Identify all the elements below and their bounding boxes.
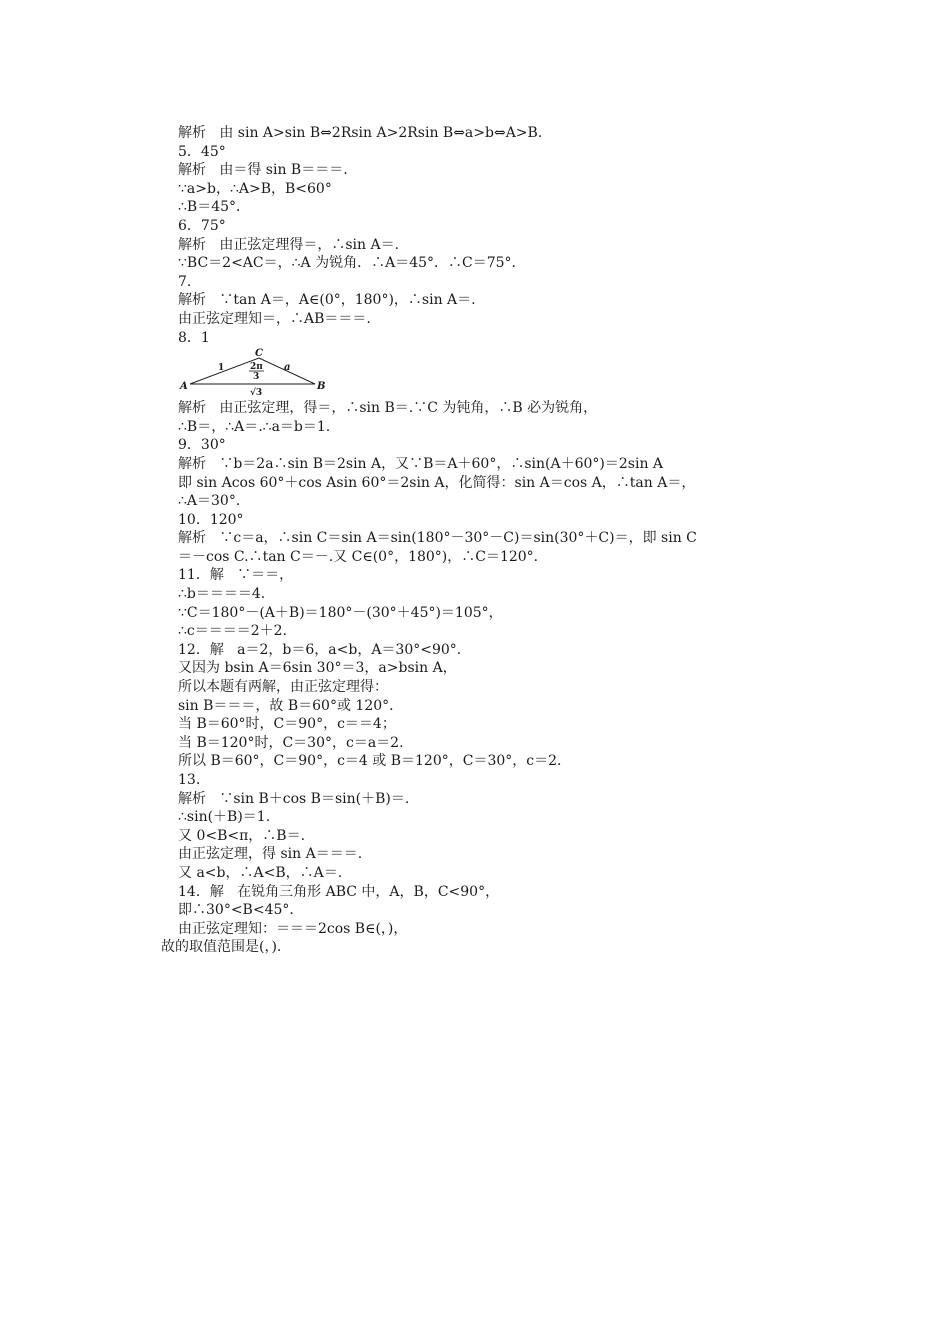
text-line: 当 B＝60°时，C＝90°，c＝＝4； — [178, 716, 396, 733]
text-line: ∵a>b，∴A>B，B<60° — [178, 180, 332, 197]
text-line: 解析 由正弦定理得＝，∴sin A＝. — [178, 236, 400, 253]
text-line: 解析 ∵c＝a，∴sin C＝sin A＝sin(180°－30°－C)＝sin(30°＋C)＝，即 sin C — [178, 530, 697, 547]
text-line: 8．1 — [178, 329, 210, 346]
text-line: ∵C＝180°－(A＋B)＝180°－(30°＋45°)＝105°， — [178, 604, 503, 621]
vertex-a-label: A — [180, 381, 188, 393]
text-line: ∵BC＝2<AC＝，∴A 为锐角．∴A＝45°．∴C＝75°． — [178, 255, 526, 272]
angle-c-denominator: 3 — [253, 372, 260, 383]
vertex-b-label: B — [317, 381, 326, 393]
text-line: ∴c＝＝＝＝2＋2. — [178, 623, 288, 640]
text-line: 解析 由正弦定理，得＝，∴sin B＝.∵C 为钝角，∴B 必为锐角， — [178, 400, 598, 417]
side-ac-label: 1 — [218, 363, 225, 374]
text-line: ∴B＝，∴A＝.∴a＝b＝1. — [178, 418, 331, 435]
text-line: 又 0<B<π，∴B＝. — [178, 827, 306, 844]
text-line: 6．75° — [178, 217, 226, 234]
text-line: 解析 ∵sin B＋cos B＝sin(＋B)＝. — [178, 790, 410, 807]
text-line: 12．解 a＝2，b＝6，a<b，A＝30°<90°． — [178, 641, 471, 658]
text-line: 所以 B＝60°，C＝90°，c＝4 或 B＝120°，C＝30°，c＝2. — [178, 753, 562, 770]
text-line: ∴B＝45°． — [178, 199, 251, 216]
text-line: 解析 ∵tan A＝，A∈(0°，180°)，∴sin A＝. — [178, 292, 476, 309]
text-line-final: 故的取值范围是(，). — [161, 939, 282, 956]
text-line: 解析 ∵b＝2a∴sin B＝2sin A，又∵B＝A＋60°，∴sin(A＋60°)＝2sin A — [178, 455, 664, 472]
text-line: 9．30° — [178, 437, 226, 454]
text-line: 14．解 在锐角三角形 ABC 中，A，B，C<90°， — [178, 883, 500, 900]
text-line: ∴sin(＋B)＝1. — [178, 809, 271, 826]
text-line: 5．45° — [178, 143, 226, 160]
text-line: 由正弦定理，得 sin A＝＝＝. — [178, 846, 363, 863]
text-line: 又因为 bsin A＝6sin 30°＝3，a>bsin A， — [178, 660, 457, 677]
text-line: 即∴30°<B<45°． — [178, 902, 304, 919]
side-bc-label: a — [284, 362, 291, 374]
text-line: ∴b＝＝＝＝4. — [178, 586, 266, 603]
text-line: ∴A＝30°． — [178, 493, 250, 510]
text-line: sin B＝＝＝，故 B＝60°或 120°． — [178, 697, 404, 714]
text-line: 当 B＝120°时，C＝30°，c＝a＝2. — [178, 734, 404, 751]
text-line: 13. — [178, 772, 201, 788]
text-line: 即 sin Acos 60°＋cos Asin 60°＝2sin A，化简得：sin A＝cos A，∴tan A＝， — [178, 474, 696, 491]
text-line: 11．解 ∵＝＝， — [178, 567, 294, 584]
text-line: 10．120° — [178, 511, 244, 528]
text-line: 由正弦定理知：＝＝＝2cos B∈(，)， — [178, 920, 408, 937]
text-line: 7. — [178, 273, 192, 290]
triangle-diagram — [178, 347, 338, 397]
text-line: 解析 由＝得 sin B＝＝＝. — [178, 162, 348, 179]
solution-text — [161, 124, 858, 957]
side-ab-label: √3 — [250, 388, 263, 398]
text-line: ＝－cos C.∴tan C＝－.又 C∈(0°，180°)，∴C＝120°． — [178, 548, 548, 565]
text-line: 由正弦定理知＝，∴AB＝＝＝. — [178, 310, 371, 327]
text-line: 又 a<b，∴A<B，∴A＝. — [178, 864, 343, 881]
triangle-figure — [178, 347, 858, 397]
text-line: 解析 由 sin A>sin B⇔2Rsin A>2Rsin B⇔a>b⇔A>B. — [178, 125, 543, 141]
text-line: 所以本题有两解，由正弦定理得： — [178, 679, 388, 696]
vertex-c-label: C — [255, 348, 263, 360]
angle-c-numerator: 2π — [250, 362, 263, 373]
